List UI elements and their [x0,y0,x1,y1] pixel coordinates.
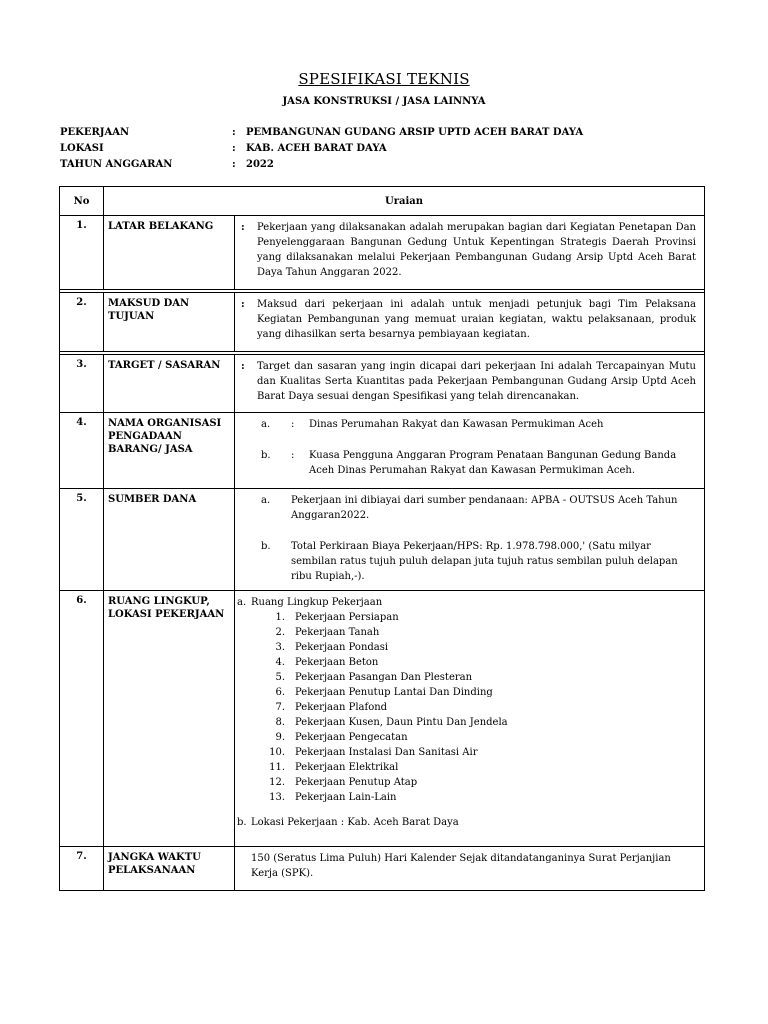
list-item [235,655,696,670]
document-subtitle: JASA KONSTRUKSI / JASA LAINNYA [282,96,486,107]
sub-item-b [241,448,696,478]
row-label: SUMBER DANA [104,489,235,591]
table-row [60,591,705,847]
list-item-text: Pekerjaan Beton [295,657,379,668]
row-body [235,591,705,847]
row-label: MAKSUD DAN TUJUAN [104,293,235,352]
row-label: JANGKA WAKTU PELAKSANAAN [104,847,235,891]
row-label: TARGET / SASARAN [104,355,235,413]
sub-item-a [235,595,696,610]
header-uraian: Uraian [104,187,705,216]
list-item [235,745,696,760]
list-item-number: 4. [275,657,285,668]
list-item-text: Pekerjaan Elektrikal [295,762,399,773]
info-colon: : [232,159,236,170]
row-number: 2. [60,293,104,352]
sub-item-letter: b. [237,817,247,828]
row-number: 1. [60,216,104,290]
list-item-number: 11. [269,762,285,773]
row-number: 7. [60,847,104,891]
info-value: 2022 [246,159,274,170]
table-row [60,293,705,352]
list-item [235,685,696,700]
sub-item-letter: a. [261,495,271,506]
header-no: No [60,187,104,216]
list-item-text: Pekerjaan Tanah [295,627,380,638]
sub-item-letter: a. [261,419,271,430]
list-item-text: Pekerjaan Persiapan [295,612,399,623]
list-item-text: Pekerjaan Pondasi [295,642,389,653]
list-item [235,640,696,655]
row-text: Target dan sasaran yang ingin dicapai dari pekerjaan Ini adalah Tercapainyan Mutu dan Kualitas Serta Kuantitas pada Pekerjaan Pembangunan Gudang Arsip Uptd Aceh Barat Daya sesuai dengan Spesifikasi yang telah direncanakan. [257,361,696,402]
row-colon: : [241,361,245,372]
sub-item-a [241,493,696,523]
table-row [60,413,705,489]
sub-item-letter: a. [237,597,247,608]
list-item-number: 10. [269,747,285,758]
info-key: TAHUN ANGGARAN [60,159,173,170]
table-header [60,187,705,216]
list-item-number: 8. [275,717,285,728]
table-row [60,355,705,413]
list-item-text: Pekerjaan Plafond [295,702,388,713]
row-body [235,216,705,290]
sub-item-text: Kuasa Pengguna Anggaran Program Penataan Bangunan Gedung Banda Aceh Dinas Perumahan Rakyat dan Kawasan Permukiman Aceh. [309,450,677,476]
sub-item-letter: b. [261,450,271,461]
info-colon: : [232,127,236,138]
list-item [235,700,696,715]
list-item-number: 12. [269,777,285,788]
table-row [60,216,705,290]
row-number: 6. [60,591,104,847]
sub-item-text: Lokasi Pekerjaan : Kab. Aceh Barat Daya [251,817,459,828]
list-item-text: Pekerjaan Pasangan Dan Plesteran [295,672,473,683]
info-key: PEKERJAAN [60,127,130,138]
sub-item-b [235,815,696,830]
list-item [235,760,696,775]
list-item-number: 9. [275,732,285,743]
row-body [235,847,705,891]
list-item-text: Pekerjaan Pengecatan [295,732,408,743]
list-item [235,610,696,625]
info-key: LOKASI [60,143,104,154]
list-item-text: Pekerjaan Kusen, Daun Pintu Dan Jendela [295,717,508,728]
sub-item-a [241,417,696,432]
row-label: LATAR BELAKANG [104,216,235,290]
list-item-text: Pekerjaan Instalasi Dan Sanitasi Air [295,747,478,758]
scope-list [235,610,696,805]
sub-item-text: Dinas Perumahan Rakyat dan Kawasan Permukiman Aceh [309,419,604,430]
row-colon: : [241,299,245,310]
table-row [60,489,705,591]
row-body [235,413,705,489]
table-row [60,847,705,891]
row-number: 3. [60,355,104,413]
list-item-number: 1. [275,612,285,623]
list-item [235,715,696,730]
list-item [235,670,696,685]
sub-item-b [241,539,696,584]
row-body [235,355,705,413]
list-item-text: Pekerjaan Penutup Lantai Dan Dinding [295,687,493,698]
sub-item-colon: : [291,450,295,461]
row-text: Pekerjaan yang dilaksanakan adalah merupakan bagian dari Kegiatan Penetapan Dan Penyelenggaraan Bangunan Gedung Untuk Kepentingan Strategis Daerah Provinsi yang dilaksanakan melalui Pekerjaan Pembangunan Gudang Arsip Uptd Aceh Barat Daya Tahun Anggaran 2022. [257,222,696,278]
info-colon: : [232,143,236,154]
list-item-number: 2. [275,627,285,638]
sub-item-text: Pekerjaan ini dibiayai dari sumber pendanaan: APBA - OUTSUS Aceh Tahun Anggaran2022. [291,495,678,521]
list-item [235,775,696,790]
document-title: SPESIFIKASI TEKNIS [298,70,470,88]
list-item [235,730,696,745]
spec-table [59,186,705,891]
sub-item-text: Total Perkiraan Biaya Pekerjaan/HPS: Rp. 1.978.798.000,' (Satu milyar sembilan ratus tujuh puluh delapan juta tujuh ratus sembilan puluh delapan ribu Rupiah,-). [291,541,678,582]
list-item-number: 3. [275,642,285,653]
sub-item-text: Ruang Lingkup Pekerjaan [251,597,383,608]
list-item [235,790,696,805]
list-item-text: Pekerjaan Lain-Lain [295,792,397,803]
row-text: Maksud dari pekerjaan ini adalah untuk menjadi petunjuk bagi Tim Pelaksana Kegiatan Pembangunan yang memuat uraian kegiatan, waktu pelaksanaan, produk yang dihasilkan serta besarnya pembiayaan kegiatan. [257,299,696,340]
info-value: KAB. ACEH BARAT DAYA [246,143,387,154]
row-colon: : [241,222,245,233]
row-body [235,293,705,352]
list-item-number: 13. [269,792,285,803]
list-item-number: 5. [275,672,285,683]
list-item-number: 7. [275,702,285,713]
row-body [235,489,705,591]
list-item-number: 6. [275,687,285,698]
row-label: NAMA ORGANISASI PENGADAAN BARANG/ JASA [104,413,235,489]
row-label: RUANG LINGKUP, LOKASI PEKERJAAN [104,591,235,847]
sub-item-colon: : [291,419,295,430]
sub-item-letter: b. [261,541,271,552]
info-value: PEMBANGUNAN GUDANG ARSIP UPTD ACEH BARAT DAYA [246,127,584,138]
row-number: 4. [60,413,104,489]
row-text: 150 (Seratus Lima Puluh) Hari Kalender Sejak ditandatanganinya Surat Perjanjian Kerja (SPK). [251,853,671,879]
list-item [235,625,696,640]
list-item-text: Pekerjaan Penutup Atap [295,777,418,788]
row-number: 5. [60,489,104,591]
